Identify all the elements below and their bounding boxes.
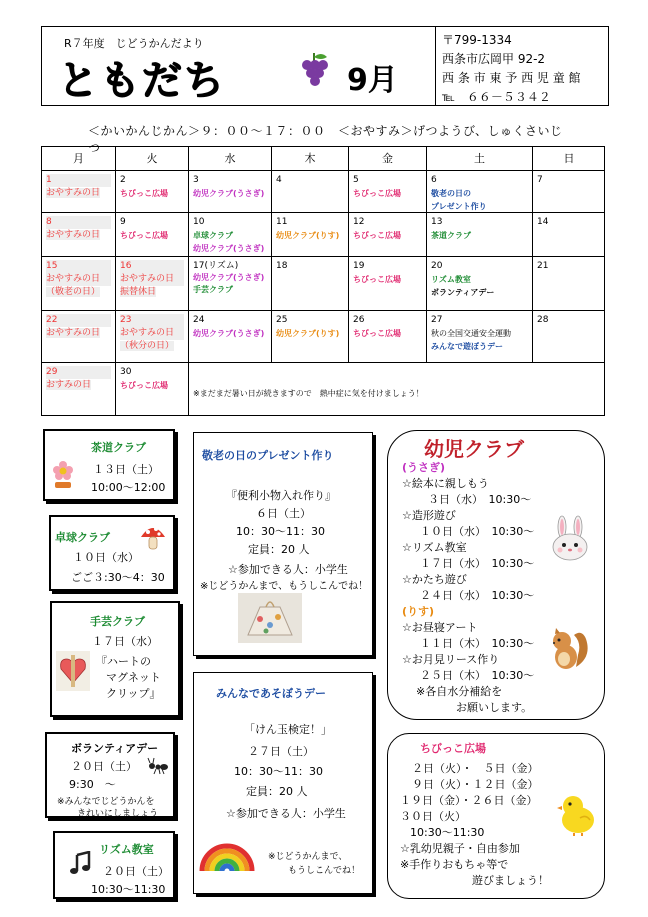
cal-cell: [349, 311, 427, 363]
date: 6: [431, 175, 437, 185]
usagi-item1: ☆絵本に親しもう: [402, 477, 489, 490]
date: 25: [276, 315, 288, 325]
ant-icon: [147, 756, 169, 776]
cal-cell: [349, 213, 427, 257]
sado-date: １３日（土）: [93, 463, 159, 476]
volunteer-note1: ※みんなでじどうかんを: [57, 797, 155, 807]
date: 2: [120, 175, 126, 185]
chibikko-line7: ※手作りおもちゃ等で: [400, 858, 509, 871]
newsletter-header: [41, 26, 609, 106]
cal-cell: [533, 213, 605, 257]
cal-cell: [349, 257, 427, 311]
takkyu-title: 卓球クラブ: [55, 531, 110, 544]
date: 7: [537, 175, 543, 185]
chibikko-line2: ９日（火）・１２日（金）: [412, 778, 539, 791]
rhythm-title: リズム教室: [99, 843, 154, 856]
usagi-date2: １０日（水） 10:30～: [420, 525, 535, 538]
minna-capacity: 定員：20 人: [246, 785, 308, 798]
cal-cell: [189, 171, 272, 213]
date: 18: [276, 261, 288, 271]
usagi-date3: １７日（水） 10:30～: [420, 557, 535, 570]
date: 20: [431, 261, 443, 271]
event: 秋の全国交通安全運動: [431, 329, 511, 338]
cal-cell: [116, 257, 189, 311]
title-box: [42, 27, 436, 105]
usagi-item3: ☆リズム教室: [402, 541, 467, 554]
usagi-item2: ☆造形遊び: [402, 509, 456, 522]
organizer-photo: [238, 593, 302, 643]
rhythm-date: ２０日（土）: [103, 865, 169, 878]
facility-name: 西 条 市 東 予 西 児 童 館: [442, 71, 581, 85]
keiro-note: ※じどうかんまで、もうしこんでね！: [200, 581, 369, 592]
date: 5: [353, 175, 359, 185]
keiro-target: ☆参加できる人：小学生: [228, 563, 348, 576]
volunteer-title: ボランティアデー: [71, 742, 159, 755]
takkyu-time: ごご３:30～4：30: [71, 571, 165, 584]
rainbow-icon: [198, 825, 256, 875]
date: 22: [46, 314, 111, 327]
event: おやすみの日: [46, 328, 101, 338]
cal-cell: [189, 257, 272, 311]
flower-icon: [51, 459, 75, 489]
keiro-time: 10：30～11：30: [236, 525, 325, 538]
event: ちびっこ広場: [353, 329, 401, 338]
day-header-wed: 水: [189, 147, 272, 171]
postal-code: 〒799-1334: [442, 33, 512, 47]
event: 幼児クラブ(うさぎ): [193, 329, 265, 338]
cal-cell: [272, 311, 349, 363]
grape-icon: [297, 51, 331, 91]
cal-cell: [116, 311, 189, 363]
day-header-sun: 日: [533, 147, 605, 171]
keiro-box: [193, 432, 373, 656]
cal-cell: [42, 257, 116, 311]
day-header-mon: 月: [42, 147, 116, 171]
cal-cell: [116, 213, 189, 257]
cal-cell: [189, 213, 272, 257]
event: ちびっこ広場: [120, 381, 168, 390]
shugei-title: 手芸クラブ: [90, 615, 145, 628]
date: 29: [46, 366, 111, 379]
address: 西条市広岡甲 92-2: [442, 52, 546, 66]
calendar: [41, 146, 605, 416]
chibikko-box: [387, 733, 605, 899]
chick-icon: [556, 792, 598, 836]
cal-cell: [427, 257, 533, 311]
cal-cell: [42, 311, 116, 363]
cal-cell: [427, 171, 533, 213]
address-block: [442, 31, 581, 107]
volunteer-box: [45, 732, 175, 818]
minna-title: みんなであそぼうデー: [216, 687, 326, 700]
sado-club-box: [43, 429, 175, 501]
cal-note: [189, 363, 605, 415]
chibikko-time: 10:30～11:30: [410, 826, 485, 839]
date: 15: [46, 260, 111, 273]
date: 16: [120, 260, 184, 273]
keiro-title: 敬老の日のプレゼント作り: [202, 449, 334, 462]
usagi-item4: ☆かたち遊び: [402, 573, 467, 586]
date: 4: [276, 175, 282, 185]
cal-cell: [116, 363, 189, 415]
volunteer-time: 9:30 ～: [69, 778, 116, 791]
event: プレゼント作り: [431, 202, 487, 211]
shugei-item3: クリップ』: [106, 687, 161, 700]
date: 8: [46, 216, 111, 229]
risu-item2: ☆お月見リース作り: [402, 653, 500, 666]
cal-cell: [427, 311, 533, 363]
cal-cell: [533, 257, 605, 311]
usagi-date1: ３日（水） 10:30～: [428, 493, 532, 506]
keiro-capacity: 定員：20 人: [248, 543, 310, 556]
chibikko-line3: １９日（金）・２６日（金）: [400, 794, 538, 807]
event: （秋分の日）: [120, 341, 175, 351]
risu-date2: ２５日（木） 10:30～: [420, 669, 535, 682]
event: 幼児クラブ(うさぎ): [193, 189, 265, 198]
usagi-date4: ２４日（水） 10:30～: [420, 589, 535, 602]
squirrel-icon: [546, 627, 592, 671]
cal-cell: [42, 213, 116, 257]
minna-date: ２７日（土）: [248, 745, 314, 758]
kids-club-title: 幼児クラブ: [424, 437, 524, 461]
chibikko-line4: ３０日（火）: [400, 810, 466, 823]
date: 11: [276, 217, 288, 227]
month-label: 9月: [347, 63, 398, 98]
takkyu-club-box: [49, 515, 175, 591]
telephone: ℡ ６６－５３４２: [442, 90, 551, 104]
date: 13: [431, 217, 443, 227]
risu-item1: ☆お昼寝アート: [402, 621, 478, 634]
event: （敬老の日）: [46, 287, 101, 297]
date: 27: [431, 315, 443, 325]
minna-note2: もうしこんでね！: [288, 866, 361, 876]
date: 30: [120, 367, 132, 377]
volunteer-date: ２０日（土）: [71, 760, 137, 773]
event: 幼児クラブ(うさぎ): [193, 244, 265, 253]
event: 手芸クラブ: [193, 285, 233, 294]
date: 10: [193, 217, 205, 227]
minna-box: [193, 672, 373, 894]
date: 21: [537, 261, 549, 271]
date: 1: [46, 174, 111, 187]
event: 幼児クラブ(うさぎ): [193, 273, 265, 282]
cal-cell: [116, 171, 189, 213]
newsletter-title: ともだち: [58, 58, 226, 104]
music-note-icon: [69, 851, 91, 875]
event: おやすみの日: [120, 273, 184, 286]
usagi-label: (うさぎ): [402, 461, 446, 474]
takkyu-date: １０日（水）: [73, 551, 139, 564]
cal-cell: [533, 171, 605, 213]
rhythm-time: 10:30～11:30: [91, 883, 166, 896]
cal-cell: [189, 311, 272, 363]
event: おやすみの日: [46, 188, 101, 198]
event: ちびっこ広場: [120, 231, 168, 240]
shugei-date: １７日（水）: [92, 635, 158, 648]
day-header-fri: 金: [349, 147, 427, 171]
event: みんなで遊ぼうデー: [431, 342, 503, 351]
cal-cell: [272, 257, 349, 311]
date: 12: [353, 217, 365, 227]
cal-cell: [42, 363, 116, 415]
shugei-item2: マグネット: [106, 671, 161, 684]
event: ちびっこ広場: [353, 189, 401, 198]
date: 19: [353, 261, 365, 271]
cal-cell: [272, 171, 349, 213]
opening-hours: ＜かいかんじかん＞９：００～１７：００ ＜おやすみ＞げつようび、しゅくさいじつ: [88, 124, 563, 155]
heat-note: ※まだまだ暑い日が続きますので 熱中症に気を付けましょう！: [193, 389, 424, 398]
volunteer-note2: きれいにしましょう: [77, 809, 159, 819]
date: 28: [537, 315, 549, 325]
year-label: R７年度 じどうかんだより: [64, 37, 204, 50]
cal-cell: [349, 171, 427, 213]
day-header-tue: 火: [116, 147, 189, 171]
event: 振替休日: [120, 287, 157, 297]
risu-label: (りす): [402, 605, 435, 618]
chibikko-line6: ☆乳幼児親子・自由参加: [400, 842, 520, 855]
shugei-club-box: [50, 601, 180, 717]
date: 24: [193, 315, 205, 325]
mushroom-icon: [139, 523, 167, 551]
event: おすみの日: [46, 380, 92, 390]
event: おやすみの日: [46, 230, 101, 240]
event: おやすみの日: [120, 327, 184, 340]
event: 敬老の日の: [431, 189, 471, 198]
rabbit-icon: [548, 515, 592, 561]
risu-date1: １１日（木） 10:30～: [420, 637, 535, 650]
minna-time: 10：30～11：30: [234, 765, 323, 778]
day-header-sat: 土: [427, 147, 533, 171]
rhythm-box: [53, 831, 175, 899]
event: ちびっこ広場: [353, 275, 401, 284]
sado-time: 10:00～12:00: [91, 481, 166, 494]
minna-note1: ※じどうかんまで、: [268, 852, 348, 862]
kids-note2: お願いします。: [456, 701, 533, 714]
event: 幼児クラブ(りす): [276, 231, 340, 240]
cal-cell: [42, 171, 116, 213]
date: 9: [120, 217, 126, 227]
date: 23: [120, 314, 184, 327]
kids-club-box: [387, 430, 605, 720]
event: リズム教室: [431, 275, 471, 284]
event: ボランティアデー: [431, 288, 495, 297]
cal-cell: [427, 213, 533, 257]
chibikko-line8: 遊びましょう！: [472, 874, 549, 887]
event: 卓球クラブ: [193, 231, 233, 240]
cal-cell: [272, 213, 349, 257]
shugei-item1: 『ハートの: [96, 655, 151, 668]
event: ちびっこ広場: [120, 189, 168, 198]
event: 茶道クラブ: [431, 231, 471, 240]
event: 幼児クラブ(りす): [276, 329, 340, 338]
date: 26: [353, 315, 365, 325]
heart-clip-photo: [56, 651, 90, 691]
day-header-thu: 木: [272, 147, 349, 171]
sado-title: 茶道クラブ: [91, 441, 146, 454]
date: 14: [537, 217, 549, 227]
chibikko-line1: ２日（火）・ ５日（金）: [412, 762, 539, 775]
cal-cell: [533, 311, 605, 363]
event: ちびっこ広場: [353, 231, 401, 240]
chibikko-title: ちびっこ広場: [420, 742, 486, 755]
minna-item: 「けん玉検定！」: [244, 723, 332, 736]
keiro-item: 『便利小物入れ作り』: [226, 489, 336, 502]
date: 17(リズム): [193, 261, 239, 271]
minna-target: ☆参加できる人：小学生: [226, 807, 346, 820]
event: おやすみの日: [46, 273, 111, 286]
kids-note1: ※各自水分補給を: [416, 685, 503, 698]
date: 3: [193, 175, 199, 185]
keiro-date: ６日（土）: [256, 507, 311, 520]
